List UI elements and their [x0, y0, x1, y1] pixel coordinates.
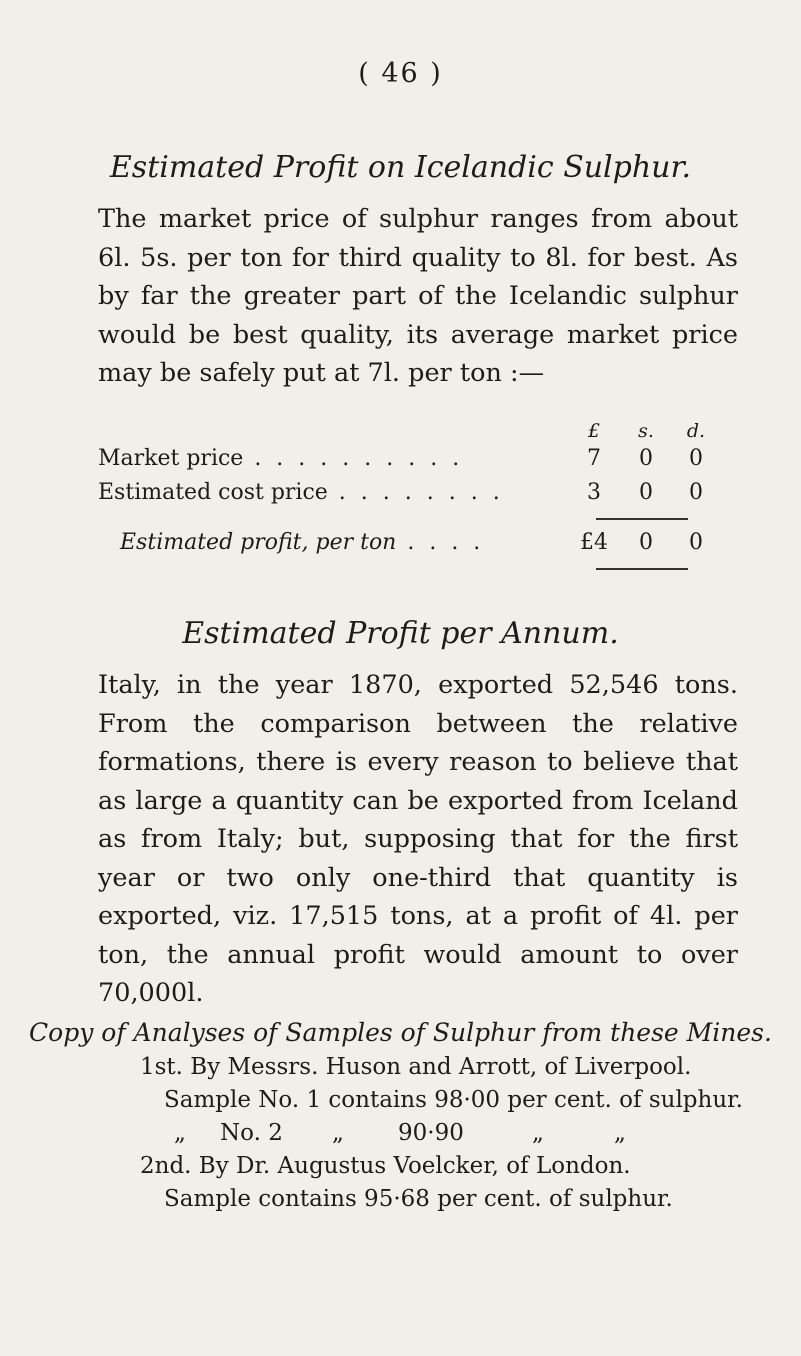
row-label: Estimated cost price . . . . . . . . [98, 480, 504, 505]
analysis-line-2: Sample No. 1 contains 98·00 per cent. of sulphur. [164, 1087, 743, 1113]
analysis-line-1: 1st. By Messrs. Huson and Arrott, of Liverpool. [140, 1054, 692, 1080]
sample-number: No. 2 [220, 1120, 283, 1146]
table-header [98, 420, 748, 444]
total-rule [596, 568, 688, 570]
ditto-mark: „ [332, 1120, 344, 1146]
row-shillings: 0 [639, 446, 653, 471]
row-pounds: 7 [587, 446, 601, 471]
page-number: ( 46 ) [358, 58, 443, 89]
ditto-mark: „ [532, 1120, 544, 1146]
table-total-row [98, 530, 748, 560]
header-pence: d. [686, 420, 706, 442]
header-shillings: s. [638, 420, 654, 442]
analysis-line-5: Sample contains 95·68 per cent. of sulphur. [164, 1186, 673, 1212]
analyses-title: Copy of Analyses of Samples of Sulphur from these Mines. [29, 1018, 772, 1047]
table-row [98, 480, 748, 510]
sum-rule [596, 518, 688, 520]
total-pounds: £4 [580, 530, 608, 555]
row-pence: 0 [689, 446, 703, 471]
row-pence: 0 [689, 480, 703, 505]
sample-value: 90·90 [398, 1120, 464, 1146]
table-row [98, 446, 748, 476]
total-shillings: 0 [639, 530, 653, 555]
section-title-profit: Estimated Profit on Icelandic Sulphur. [109, 150, 692, 185]
section-title-annum: Estimated Profit per Annum. [182, 616, 619, 651]
total-label: Estimated profit, per ton . . . . [120, 530, 485, 555]
paragraph-italy-export: Italy, in the year 1870, exported 52,546 tons. From the comparison between the relative formations, there is every reason to believe that as large a quantity can be exported from Iceland as from Italy; but, supposing that for the first year or two only one-third that quantity is exported, viz. 17,515 tons, at a profit of 4l. per ton, the annual profit would amount to over 70,000l. [98, 670, 738, 1008]
header-pounds: £ [587, 420, 601, 442]
total-pence: 0 [689, 530, 703, 555]
analysis-line-4: 2nd. By Dr. Augustus Voelcker, of London. [140, 1153, 631, 1179]
ditto-mark: „ [614, 1120, 626, 1146]
row-pounds: 3 [587, 480, 601, 505]
row-label: Market price . . . . . . . . . . [98, 446, 464, 471]
ditto-mark: „ [174, 1120, 186, 1146]
row-shillings: 0 [639, 480, 653, 505]
paragraph-market-price: The market price of sulphur ranges from about 6l. 5s. per ton for third quality to 8l. for best. As by far the greater part of the Icelandic sulphur would be best quality, its average market price may be safely put at 7l. per ton :— [98, 204, 738, 388]
